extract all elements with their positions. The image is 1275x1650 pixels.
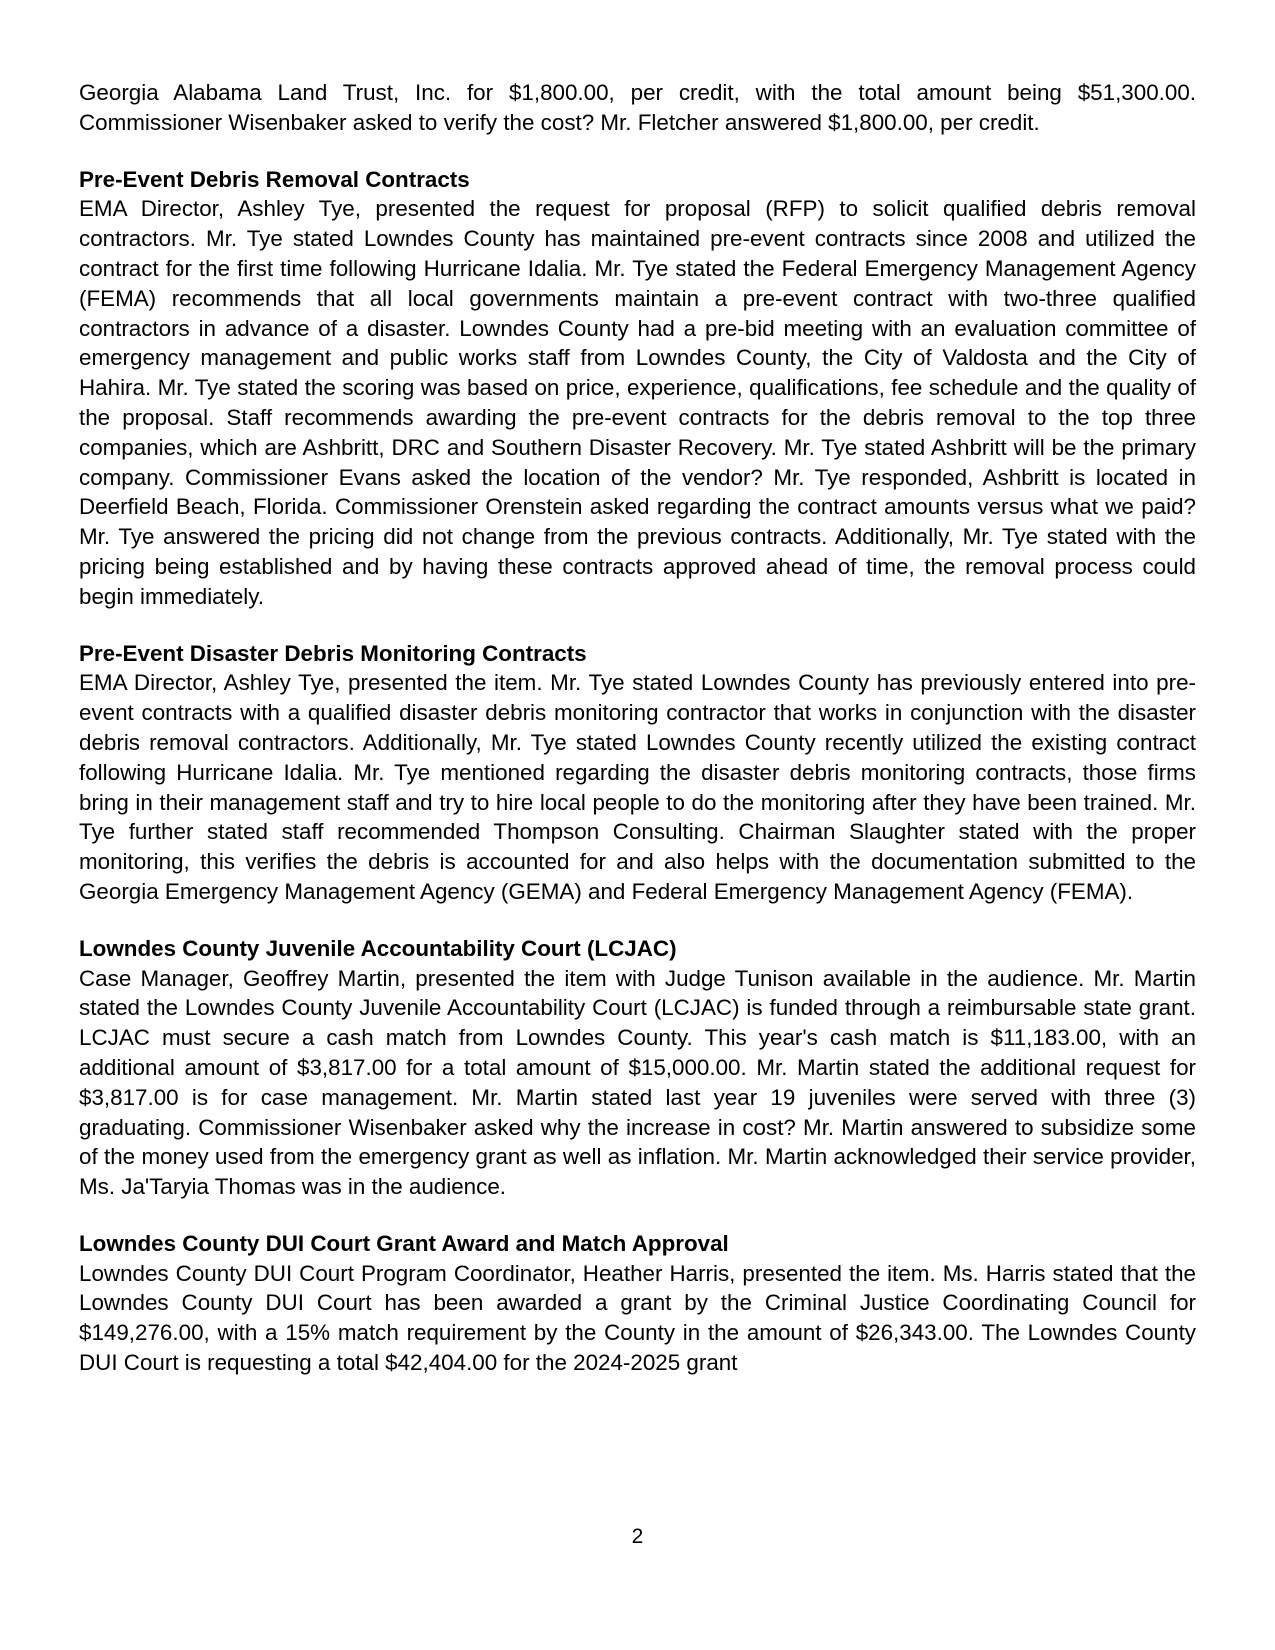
document-page xyxy=(79,78,1196,1405)
section-body: EMA Director, Ashley Tye, presented the request for proposal (RFP) to solicit qualified debris removal contractors. Mr. Tye stated Lowndes County has maintained pre-event contracts since 2008 and utilized the contract for the first time following Hurricane Idalia. Mr. Tye stated the Federal Emergency Management Agency (FEMA) recommends that all local governments maintain a pre-event contract with two-three qualified contractors in advance of a disaster. Lowndes County had a pre-bid meeting with an evaluation committee of emergency management and public works staff from Lowndes County, the City of Valdosta and the City of Hahira. Mr. Tye stated the scoring was based on price, experience, qualifications, fee schedule and the quality of the proposal. Staff recommends awarding the pre-event contracts for the debris removal to the top three companies, which are Ashbritt, DRC and Southern Disaster Recovery. Mr. Tye stated Ashbritt will be the primary company. Commissioner Evans asked the location of the vendor? Mr. Tye responded, Ashbritt is located in Deerfield Beach, Florida. Commissioner Orenstein asked regarding the contract amounts versus what we paid? Mr. Tye answered the pricing did not change from the previous contracts. Additionally, Mr. Tye stated with the pricing being established and by having these contracts approved ahead of time, the removal process could begin immediately. xyxy=(79,196,1196,609)
section-heading: Pre-Event Disaster Debris Monitoring Contracts xyxy=(79,640,587,666)
section-heading: Pre-Event Debris Removal Contracts xyxy=(79,166,470,192)
section-debris-monitoring xyxy=(79,639,1196,907)
section-pre-event-debris-removal xyxy=(79,165,1196,612)
page-number: 2 xyxy=(631,1525,644,1548)
section-dui-court-grant xyxy=(79,1229,1196,1378)
section-body: Case Manager, Geoffrey Martin, presented the item with Judge Tunison available in the audience. Mr. Martin stated the Lowndes County Juvenile Accountability Court (LCJAC) is funded through a reimbursable state grant. LCJAC must secure a cash match from Lowndes County. This year's cash match is $11,183.00, with an additional amount of $3,817.00 for a total amount of $15,000.00. Mr. Martin stated the additional request for $3,817.00 is for case management. Mr. Martin stated last year 19 juveniles were served with three (3) graduating. Commissioner Wisenbaker asked why the increase in cost? Mr. Martin answered to subsidize some of the money used from the emergency grant as well as inflation. Mr. Martin acknowledged their service provider, Ms. Ja'Taryia Thomas was in the audience. xyxy=(79,965,1196,1200)
section-heading: Lowndes County Juvenile Accountability Court (LCJAC) xyxy=(79,935,677,961)
intro-paragraph: Georgia Alabama Land Trust, Inc. for $1,800.00, per credit, with the total amount being $51,300.00. Commissioner Wisenbaker asked to verify the cost? Mr. Fletcher answered $1,800.00, per credit. xyxy=(79,80,1196,135)
section-body: EMA Director, Ashley Tye, presented the item. Mr. Tye stated Lowndes County has previously entered into pre-event contracts with a qualified disaster debris monitoring contractor that works in conjunction with the disaster debris removal contractors. Additionally, Mr. Tye stated Lowndes County recently utilized the existing contract following Hurricane Idalia. Mr. Tye mentioned regarding the disaster debris monitoring contracts, those firms bring in their management staff and try to hire local people to do the monitoring after they have been trained. Mr. Tye further stated staff recommended Thompson Consulting. Chairman Slaughter stated with the proper monitoring, this verifies the debris is accounted for and also helps with the documentation submitted to the Georgia Emergency Management Agency (GEMA) and Federal Emergency Management Agency (FEMA). xyxy=(79,670,1196,904)
section-heading: Lowndes County DUI Court Grant Award and Match Approval xyxy=(79,1230,729,1256)
section-body: Lowndes County DUI Court Program Coordinator, Heather Harris, presented the item. Ms. Harris stated that the Lowndes County DUI Court has been awarded a grant by the Criminal Justice Coordinating Council for $149,276.00, with a 15% match requirement by the County in the amount of $26,343.00. The Lowndes County DUI Court is requesting a total $42,404.00 for the 2024-2025 grant xyxy=(79,1260,1196,1376)
section-juvenile-accountability-court xyxy=(79,934,1196,1202)
